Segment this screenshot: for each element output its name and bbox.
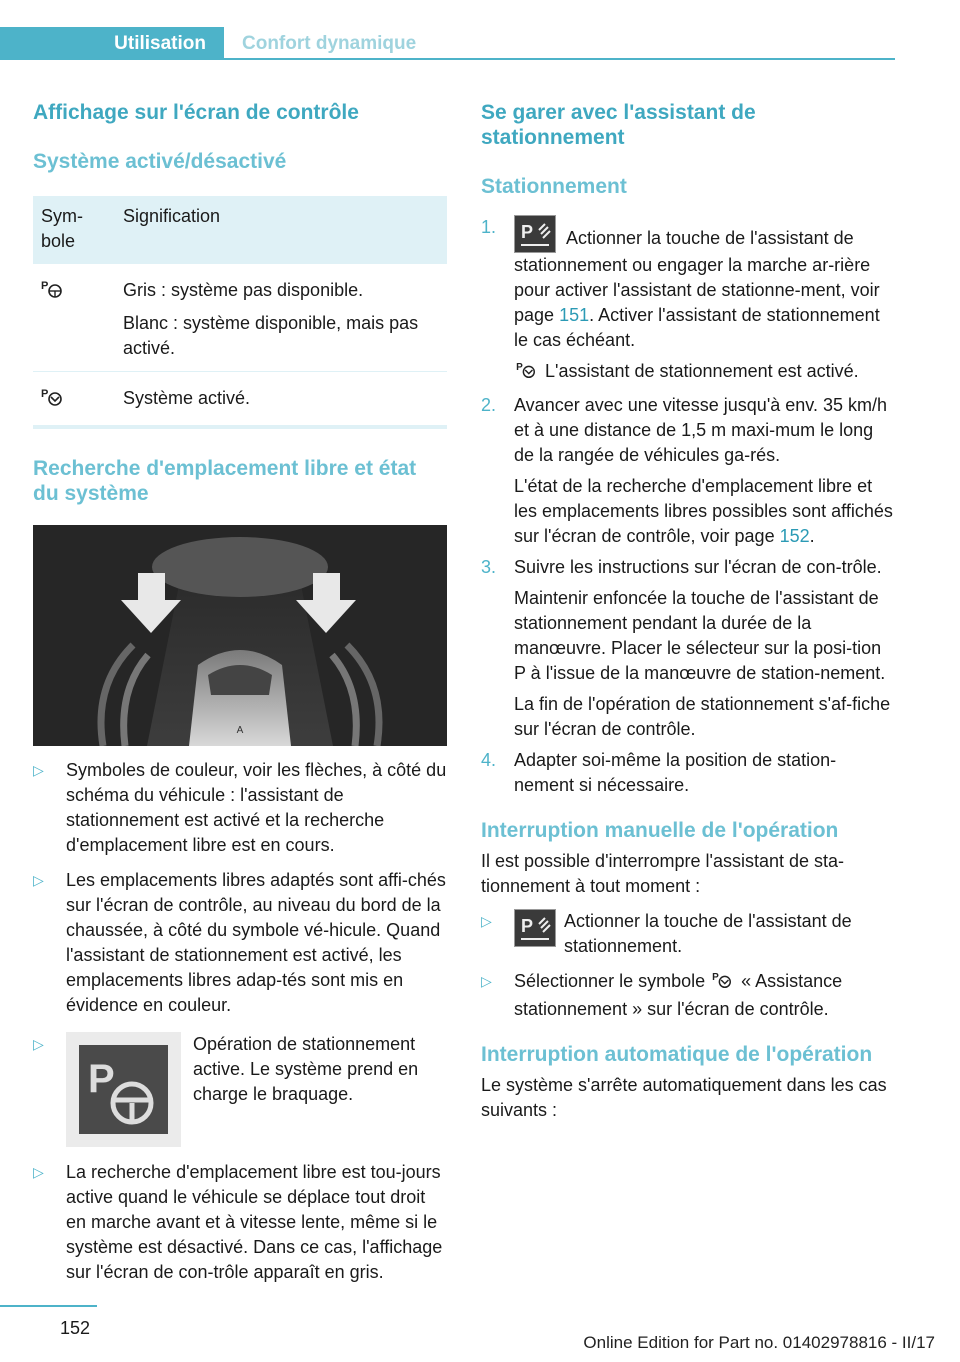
parking-display-image xyxy=(33,525,447,746)
procedure-steps xyxy=(481,215,895,798)
list-item: 3. Suivre les instructions sur l'écran de con‐trôle. Maintenir enfoncée la touche de l'assistant de stationnement pendant la durée de la manœuvre. Placer le sélecteur sur la posi‐tion P à l'issue de la manœuvre de station‐nement. La fin de l'opération de stationnement s'af‐fiche sur l'écran de contrôle. xyxy=(481,557,891,739)
list-item: ▷ P Actionner la touche de l'assistant de stationnement. xyxy=(481,911,852,956)
park-assist-off-icon xyxy=(33,264,115,372)
left-column xyxy=(33,100,447,1295)
tab-confort-dynamique[interactable]: Confort dynamique xyxy=(242,33,417,54)
list-item: 4. Adapter soi-même la position de station‐nement si nécessaire. xyxy=(481,750,837,795)
subsection-title-recherche: Recherche d'emplacement libre et état du système xyxy=(33,457,417,505)
park-assist-active-icon xyxy=(33,372,115,428)
tab-utilisation[interactable]: Utilisation xyxy=(0,27,224,60)
svg-text:P: P xyxy=(521,916,534,936)
subsection-title-systeme: Système activé/désactivé xyxy=(33,150,287,173)
table-cell-meaning-1: Gris : système pas disponible. Blanc : système disponible, mais pas activé. xyxy=(115,264,447,372)
link-page-151[interactable]: 151 xyxy=(559,305,590,325)
svg-text:P: P xyxy=(521,222,534,242)
list-item: ▷ Les emplacements libres adaptés sont affi‐chés sur l'écran de contrôle, au niveau du bord de la chaussée, à côté du symbole vé‐hicule. Quand l'assistant de stationnement est activé, les emplacements libres adap‐tés sont mis en évidence en couleur. xyxy=(33,870,446,1015)
footer-rule xyxy=(0,1305,97,1307)
page-number: 152 xyxy=(60,1318,91,1338)
edition-note: Online Edition for Part no. 01402978816 - II/17 xyxy=(583,1333,935,1352)
manual-interruption-text: Il est possible d'interrompre l'assistant de sta‐tionnement à tout moment : xyxy=(481,851,845,896)
svg-text:P: P xyxy=(41,280,49,292)
status-bullet-list xyxy=(33,758,447,1285)
manual-interruption-list xyxy=(481,909,895,1022)
symbol-table xyxy=(33,196,447,429)
list-item: ▷ Sélectionner le symbole P « Assistance stationnement » sur l'écran de contrôle. xyxy=(481,971,843,1019)
svg-text:P: P xyxy=(712,972,719,983)
park-assist-button-icon xyxy=(514,909,556,947)
park-assist-active-icon xyxy=(710,970,736,997)
svg-text:P: P xyxy=(41,388,49,400)
subsection-title-stationnement: Stationnement xyxy=(481,175,627,198)
park-steering-icon xyxy=(66,1032,181,1147)
section-title-se-garer: Se garer avec l'assistant de stationnement xyxy=(481,101,756,149)
svg-text:P: P xyxy=(88,1057,115,1101)
park-assist-active-icon xyxy=(514,360,540,387)
table-header-symbol: Sym‐ bole xyxy=(33,196,115,264)
right-column xyxy=(481,100,895,1123)
link-page-152[interactable]: 152 xyxy=(779,526,810,546)
list-item: ▷ La recherche d'emplacement libre est tou‐jours active quand le véhicule se déplace tout droit en marche avant et à vitesse lente, même si le système est désactivé. Dans ce cas, l'affichage sur l'écran de con‐trôle apparaît en gris. xyxy=(33,1162,443,1282)
header-tabs xyxy=(0,27,895,60)
list-item: ▷ Symboles de couleur, voir les flèches, à côté du schéma du véhicule : l'assistant de stationnement est activé et la recherche d'emplacement libre est en cours. xyxy=(33,760,447,855)
subsection-title-interruption-auto: Interruption automatique de l'opération xyxy=(481,1043,873,1066)
section-title-affichage: Affichage sur l'écran de contrôle xyxy=(33,101,359,124)
subsection-title-interruption-manuelle: Interruption manuelle de l'opération xyxy=(481,819,839,842)
list-item: 1. P Actionner la touche de l'assistant de stationnement ou engager la marche ar‐rière pour activer l'assistant de stationne‐ment, voir page 151. Activer l'assistant de stationnement le cas échéant. P L'assistant de stationnement est activé. xyxy=(481,215,895,387)
list-item: ▷ P Opération de stationnement active. Le système prend en charge le braquage. xyxy=(33,1032,447,1150)
svg-text:A: A xyxy=(236,725,244,736)
table-header-meaning: Signification xyxy=(115,196,447,264)
svg-text:P: P xyxy=(516,362,523,373)
list-item: 2. Avancer avec une vitesse jusqu'à env. 35 km/h et à une distance de 1,5 m maxi‐mum le long de la rangée de véhicules ga‐rés. L'état de la recherche d'emplacement libre et les emplacements libres possibles sont affichés sur l'écran de contrôle, voir page 152. xyxy=(481,395,893,546)
table-cell-meaning-2: Système activé. xyxy=(115,372,447,428)
header-rule xyxy=(224,58,895,60)
park-assist-button-icon xyxy=(514,215,556,253)
auto-interruption-text: Le système s'arrête automatiquement dans les cas suivants : xyxy=(481,1075,887,1120)
